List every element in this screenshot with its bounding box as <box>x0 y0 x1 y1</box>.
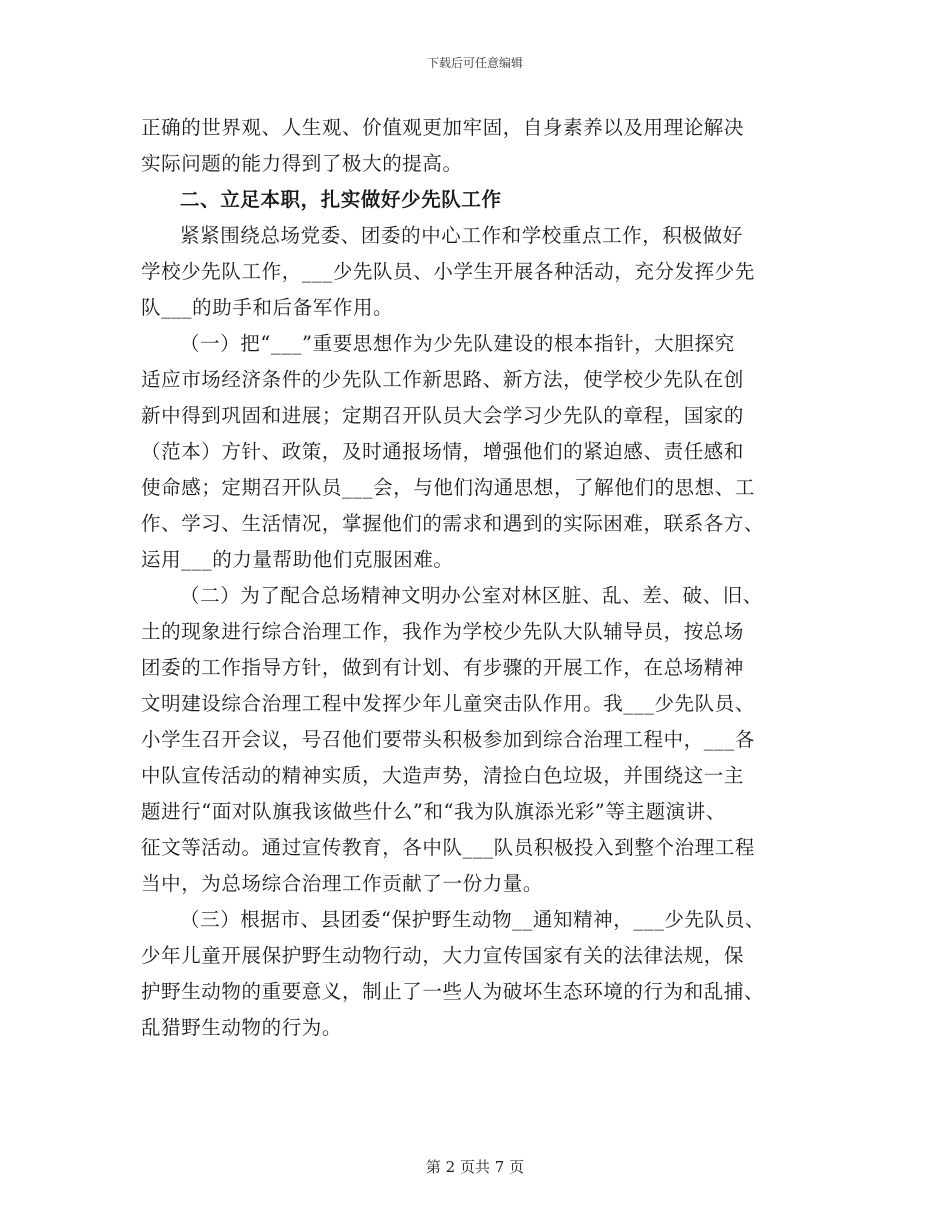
text-line: 学校少先队工作，___少先队员、小学生开展各种活动，充分发挥少先 <box>141 260 755 283</box>
text-line: 乱猎野生动物的行为。 <box>141 1016 343 1039</box>
text-line: 团委的工作指导方针，做到有计划、有步骤的开展工作，在总场精神 <box>141 656 745 679</box>
text-line: 新中得到巩固和进展；定期召开队员大会学习少先队的章程，国家的 <box>141 404 745 427</box>
text-line: 征文等活动。通过宣传教育，各中队___队员积极投入到整个治理工程 <box>141 836 755 859</box>
text-line: 正确的世界观、人生观、价值观更加牢固，自身素养以及用理论解决 <box>141 116 745 139</box>
document-body <box>141 110 811 1046</box>
text-line: 中队宣传活动的精神实质，大造声势，清捡白色垃圾，并围绕这一主 <box>141 764 745 787</box>
text-line: 适应市场经济条件的少先队工作新思路、新方法，使学校少先队在创 <box>141 368 745 391</box>
text-line: （二）为了配合总场精神文明办公室对林区脏、乱、差、破、旧、 <box>180 584 763 607</box>
text-line: 土的现象进行综合治理工作，我作为学校少先队大队辅导员，按总场 <box>141 620 745 643</box>
text-line: （三）根据市、县团委“保护野生动物__通知精神，___少先队员、 <box>180 908 765 931</box>
text-line: （一）把“___”重要思想作为少先队建设的根本指针，大胆探究 <box>180 332 735 355</box>
text-line: 文明建设综合治理工程中发挥少年儿童突击队作用。我___少先队员、 <box>141 692 755 715</box>
text-line: 运用___的力量帮助他们克服困难。 <box>141 548 454 571</box>
text-line: 护野生动物的重要意义，制止了一些人为破坏生态环境的行为和乱捕、 <box>141 980 765 1003</box>
text-line: 使命感；定期召开队员___会，与他们沟通思想，了解他们的思想、工 <box>141 476 755 499</box>
text-line: 题进行“面对队旗我该做些什么”和“我为队旗添光彩”等主题演讲、 <box>141 800 726 823</box>
section-heading: 二、立足本职，扎实做好少先队工作 <box>180 188 502 211</box>
page-header: 下载后可任意编辑 <box>426 56 523 70</box>
text-line: 少年儿童开展保护野生动物行动，大力宣传国家有关的法律法规，保 <box>141 944 745 967</box>
text-line: 小学生召开会议，号召他们要带头积极参加到综合治理工程中，___各 <box>141 728 755 751</box>
text-line: 队___的助手和后备军作用。 <box>141 296 394 319</box>
text-line: 紧紧围绕总场党委、团委的中心工作和学校重点工作，积极做好 <box>180 224 743 247</box>
text-line: 实际问题的能力得到了极大的提高。 <box>141 152 463 175</box>
text-line: 作、学习、生活情况，掌握他们的需求和遇到的实际困难，联系各方、 <box>141 512 765 535</box>
page-number: 第 2 页共 7 页 <box>425 1158 525 1176</box>
text-line: 当中，为总场综合治理工作贡献了一份力量。 <box>141 872 544 895</box>
text-line: （范本）方针、政策，及时通报场情，增强他们的紧迫感、责任感和 <box>141 440 745 463</box>
